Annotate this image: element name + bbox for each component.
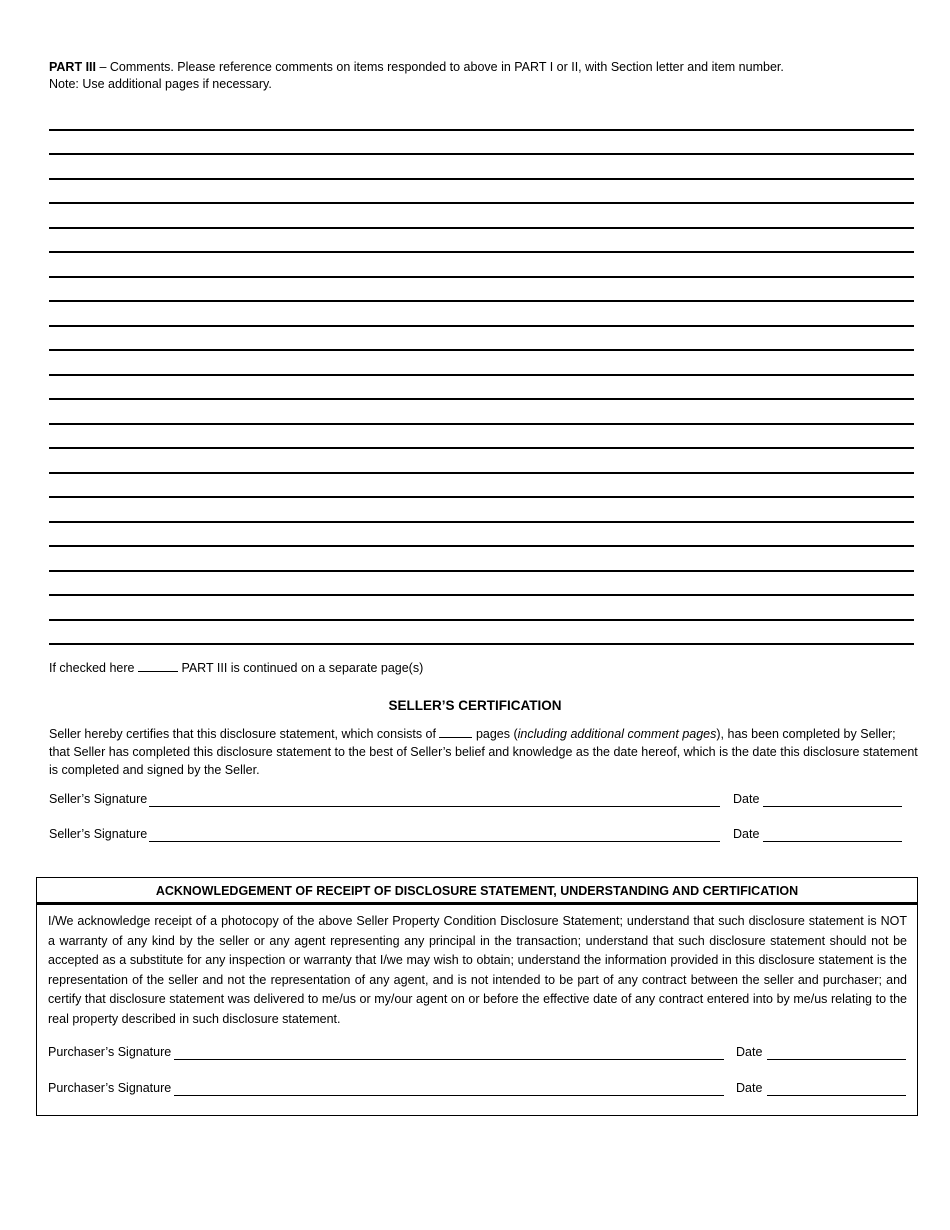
seller-signature-label: Seller’s Signature xyxy=(49,792,148,806)
comment-line[interactable] xyxy=(49,425,914,450)
purchaser-date-label: Date xyxy=(736,1045,763,1059)
continued-label-after: PART III is continued on a separate page(s) xyxy=(181,661,424,675)
part3-heading: PART III xyxy=(49,60,96,74)
acknowledgement-title: ACKNOWLEDGEMENT OF RECEIPT OF DISCLOSURE STATEMENT, UNDERSTANDING AND CERTIFICATION xyxy=(37,878,917,905)
seller-signature-field[interactable] xyxy=(149,806,720,807)
comment-line[interactable] xyxy=(49,204,914,229)
seller-certification-text xyxy=(49,725,919,779)
cert-text-end: ), has been completed by Seller; that Seller has completed this disclosure statement to the best of Seller’s belief and knowledge as the date hereof, which is the date this disclosure statement is completed and signed by the Seller. xyxy=(49,727,918,777)
seller-date-label: Date xyxy=(733,827,760,841)
purchaser-signature-label: Purchaser’s Signature xyxy=(48,1081,172,1095)
purchaser-date-label: Date xyxy=(736,1081,763,1095)
part3-instructions xyxy=(49,59,919,93)
comment-line[interactable] xyxy=(49,180,914,205)
comment-line[interactable] xyxy=(49,155,914,180)
seller-signature-row-2 xyxy=(49,827,909,845)
comment-line[interactable] xyxy=(49,572,914,597)
continued-check-blank[interactable] xyxy=(138,659,178,672)
comment-line[interactable] xyxy=(49,278,914,303)
comment-line[interactable] xyxy=(49,376,914,401)
cert-text-start: Seller hereby certifies that this disclosure statement, which consists of xyxy=(49,727,436,741)
seller-signature-label: Seller’s Signature xyxy=(49,827,148,841)
seller-date-label: Date xyxy=(733,792,760,806)
part3-note: Note: Use additional pages if necessary. xyxy=(49,77,272,91)
comment-line[interactable] xyxy=(49,229,914,254)
purchaser-signature-field[interactable] xyxy=(174,1059,724,1060)
comment-line[interactable] xyxy=(49,596,914,621)
continued-checkbox-line xyxy=(49,659,423,675)
comment-lines xyxy=(49,106,914,645)
comment-line[interactable] xyxy=(49,498,914,523)
seller-certification-title: SELLER’S CERTIFICATION xyxy=(388,698,562,713)
comment-line[interactable] xyxy=(49,621,914,646)
seller-signature-row-1 xyxy=(49,792,909,810)
comment-line[interactable] xyxy=(49,327,914,352)
comment-line[interactable] xyxy=(49,547,914,572)
acknowledgement-text: I/We acknowledge receipt of a photocopy of the above Seller Property Condition Disclosure Statement; understand that such disclosure statement is NOT a warranty of any kind by the seller or any agent representing any principal in the transaction; understand that such disclosure statement should not be accepted as a substitute for any inspection or warranty that I/we may wish to obtain; understand the information provided in this disclosure statement is the representation of the seller and not the representation of any agent, and is not intended to be part of any contract between the seller and purchaser; and certify that disclosure statement was delivered to me/us or my/our agent on or before the effective date of any contract entered into by me/us relating to the real property described in such disclosure statement. xyxy=(48,914,907,1026)
purchaser-signature-row-1 xyxy=(48,1045,908,1063)
seller-signature-field[interactable] xyxy=(149,841,720,842)
comment-line[interactable] xyxy=(49,131,914,156)
comment-line[interactable] xyxy=(49,449,914,474)
comment-line[interactable] xyxy=(49,400,914,425)
seller-date-field[interactable] xyxy=(763,806,902,807)
continued-label-before: If checked here xyxy=(49,661,135,675)
purchaser-date-field[interactable] xyxy=(767,1095,906,1096)
comment-line[interactable] xyxy=(49,523,914,548)
comment-line[interactable] xyxy=(49,106,914,131)
comment-line[interactable] xyxy=(49,474,914,499)
purchaser-signature-row-2 xyxy=(48,1081,908,1099)
comment-line[interactable] xyxy=(49,253,914,278)
cert-text-italic: including additional comment pages xyxy=(517,727,717,741)
part3-intro: – Comments. Please reference comments on items responded to above in PART I or II, with Section letter and item number. xyxy=(96,60,784,74)
purchaser-date-field[interactable] xyxy=(767,1059,906,1060)
cert-text-pages: pages ( xyxy=(472,727,518,741)
comment-line[interactable] xyxy=(49,302,914,327)
purchaser-signature-label: Purchaser’s Signature xyxy=(48,1045,172,1059)
acknowledgement-box xyxy=(36,877,918,1116)
seller-date-field[interactable] xyxy=(763,841,902,842)
comment-line[interactable] xyxy=(49,351,914,376)
page-count-blank[interactable] xyxy=(439,725,472,738)
purchaser-signature-field[interactable] xyxy=(174,1095,724,1096)
